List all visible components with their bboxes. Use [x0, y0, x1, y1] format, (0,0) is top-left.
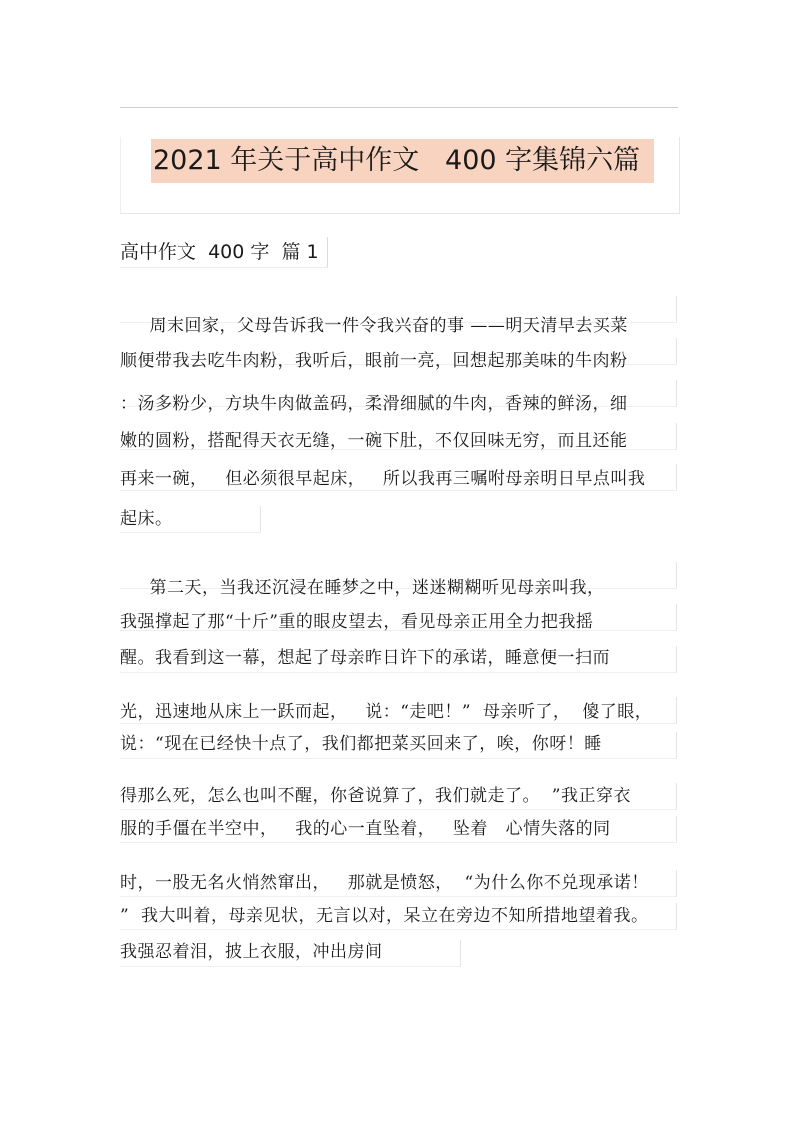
paragraph-line: 顺便带我去吃牛肉粉，我听后，眼前一亮，回想起那美味的牛肉粉 — [120, 351, 628, 371]
paragraph-line: ：汤多粉少，方块牛肉做盖码，柔滑细腻的牛肉，香辣的鲜汤，细 — [120, 394, 628, 414]
paragraph-line: 醒。我看到这一幕，想起了母亲昨日许下的承诺，睡意便一扫而 — [120, 648, 610, 668]
paragraph-line: 第二天，当我还沉浸在睡梦之中，迷迷糊糊听见母亲叫我， — [120, 578, 605, 598]
paragraph-line: 起床。 — [120, 509, 173, 529]
paragraph-line: 嫩的圆粉，搭配得天衣无缝，一碗下肚，不仅回味无穷，而且还能 — [120, 431, 628, 451]
paragraph-line: 光，迅速地从床上一跃而起， 说：“走吧！” 母亲听了， 傻了眼， — [120, 702, 653, 722]
paragraph-line: ” 我大叫着，母亲见状，无言以对，呆立在旁边不知所措地望着我。 — [120, 906, 649, 926]
top-rule — [120, 107, 678, 108]
paragraph-line: 得那么死，怎么也叫不醒，你爸说算了，我们就走了。 ”我正穿衣 — [120, 786, 631, 806]
paragraph-line: 服的手僵在半空中， 我的心一直坠着， 坠着 心情失落的同 — [120, 819, 611, 839]
paragraph-line: 说：“现在已经快十点了，我们都把菜买回来了，唉，你呀！睡 — [120, 734, 602, 754]
section-heading: 高中作文 400 字 篇 1 — [120, 237, 328, 268]
paragraph-line: 我强撑起了那“十斤”重的眼皮望去，看见母亲正用全力把我摇 — [120, 612, 594, 632]
paragraph-line: 周末回家，父母告诉我一件令我兴奋的事 ——明天清早去买菜 — [120, 316, 628, 336]
paragraph-line: 时，一股无名火悄然窜出， 那就是愤怒， “为什么你不兑现承诺！ — [120, 873, 649, 893]
document-title: 2021 年关于高中作文 400 字集锦六篇 — [151, 139, 654, 183]
paragraph-line: 我强忍着泪，披上衣服，冲出房间 — [120, 942, 383, 962]
paragraph-line: 再来一碗， 但必须很早起床， 所以我再三嘱咐母亲明日早点叫我 — [120, 469, 646, 489]
